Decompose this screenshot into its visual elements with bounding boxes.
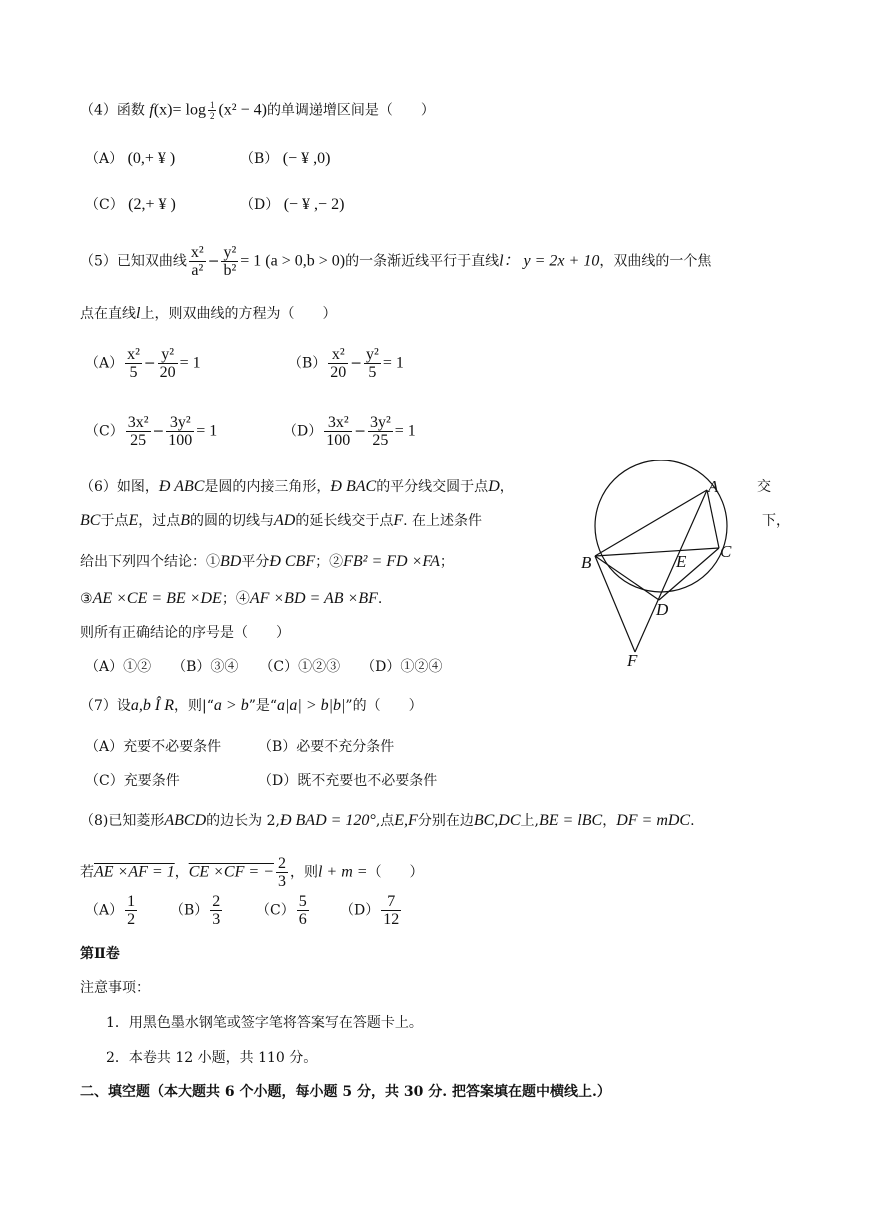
q4-f: f xyxy=(149,101,154,119)
q6-options: （A）①② （B）③④ （C）①②③ （D）①②④ xyxy=(85,659,443,675)
q6-line-5: 则所有正确结论的序号是（ ） xyxy=(80,625,290,641)
q4-option-c-text: (2,+ ¥ ) xyxy=(128,196,176,213)
q7-option-b: （B）必要不充分条件 xyxy=(258,739,395,755)
q4-option-d-text: (− ¥ ,− 2) xyxy=(283,196,345,213)
q5-l2-post: 上，则双曲线的方程为（ ） xyxy=(140,306,337,322)
q4-log-base: $\frac{1}{2}$ xyxy=(209,100,215,121)
q8-option-a: （A） $\frac{1}{2}$ xyxy=(85,893,136,928)
q4-tail: 的单调递增区间是（ ） xyxy=(266,102,435,119)
label-b: B xyxy=(581,553,592,572)
part2-item-1: 1．用黑色墨水钢笔或签字笔将答案写在答题卡上。 xyxy=(106,1015,423,1031)
label-f: F xyxy=(627,651,638,670)
q4-arg: (x² − 4) xyxy=(218,101,267,119)
q6-line-4: ③AE ×CE = BE ×DE；④AF ×BD = AB ×BF. xyxy=(80,590,383,607)
q5-option-a: （A） $\frac{\text{x²}}{5}$ − $\frac{\text{y²}}{20}$ = 1 xyxy=(85,346,201,381)
q8-stem: （8)已知菱形ABCD的边长为 2,Ð BAD = 120°,点E,F分别在边BC,DC上,BE = lBC，DF = mDC. xyxy=(80,812,695,829)
q4-option-a xyxy=(85,150,175,168)
q4-option-a-label: （A） xyxy=(85,151,124,167)
q6-line-2-right: 下， xyxy=(762,513,790,529)
circle-geometry-figure xyxy=(575,460,755,675)
q5-option-a-label: （A） xyxy=(85,355,124,372)
label-d: D xyxy=(656,600,669,619)
q5-l2-pre: 点在直线 xyxy=(80,306,136,322)
q4-option-c-label: （C） xyxy=(85,197,124,213)
part2-title: 第Ⅱ卷 xyxy=(80,946,120,962)
q5-tail: ，双曲线的一个焦 xyxy=(599,253,712,270)
label-e: E xyxy=(676,552,687,571)
segment-ac xyxy=(707,490,719,548)
segment-ab xyxy=(595,490,707,556)
q5-option-c-label: （C） xyxy=(85,423,124,440)
q8-option-d: （D） $\frac{7}{12}$ xyxy=(340,893,400,928)
q4-option-b-text: (− ¥ ,0) xyxy=(282,150,331,167)
label-c: C xyxy=(720,542,732,561)
q6-line-3: 给出下列四个结论：①BD平分Ð CBF；②FB² = FD ×FA； xyxy=(80,553,454,570)
q4-stem xyxy=(80,100,435,121)
q4-lead: （4）函数 xyxy=(80,102,145,119)
q4-option-a-text: (0,+ ¥ ) xyxy=(127,150,176,167)
q8-option-c: （C） $\frac{5}{6}$ xyxy=(256,893,307,928)
q6-line-2: BC于点E，过点B的圆的切线与AD的延长线交于点F. 在上述条件 xyxy=(80,512,483,529)
q5-frac-y: $\frac{\text{y²}}{\text{b²}}$ xyxy=(223,244,237,279)
q5-stem: （5）已知双曲线 $\frac{\text{x²}}{\text{a²}}$ − $\frac{\text{y²}}{\text{b²}}$ = 1 (a > 0,b > 0)的一条渐近线平行于直线l： y = 2x + 10，双曲线的一个焦 xyxy=(80,244,712,279)
q8-vector-product-1: AE ×AF = 1 xyxy=(94,863,175,881)
q5-option-d-label: （D） xyxy=(283,423,323,440)
q8-vector-product-2: CE ×CF = − xyxy=(188,863,274,881)
q5-option-d: （D） $\frac{\text{3x²}}{100}$ − $\frac{\text{3y²}}{25}$ = 1 xyxy=(283,414,416,449)
q8-stem-2: 若AE ×AF = 1，CE ×CF = − $\frac{2}{3}$ ，则l + m =（ ） xyxy=(80,855,424,890)
q7-option-d: （D）既不充要也不必要条件 xyxy=(258,773,438,789)
segment-bc xyxy=(595,548,719,556)
q4-option-c xyxy=(85,196,176,214)
q6-line-1: （6）如图，Ð ABC是圆的内接三角形，Ð BAC的平分线交圆于点D， xyxy=(80,478,514,495)
q5-option-b: （B） $\frac{\text{x²}}{20}$ − $\frac{\text{y²}}{5}$ = 1 xyxy=(288,346,404,381)
q7-option-a: （A）充要不必要条件 xyxy=(85,739,222,755)
q5-stem-2 xyxy=(80,305,336,323)
q4-log: (x)= log xyxy=(153,101,206,119)
q4-option-d-label: （D） xyxy=(240,197,280,213)
segment-dc xyxy=(659,548,719,600)
segment-af xyxy=(635,490,707,652)
part2-item-2: 2．本卷共 12 小题，共 110 分。 xyxy=(106,1050,318,1066)
part2-notice: 注意事项： xyxy=(80,980,150,996)
q4-option-d xyxy=(240,196,344,214)
q5-option-b-label: （B） xyxy=(288,355,327,372)
q7-option-c: （C）充要条件 xyxy=(85,773,180,789)
q8-option-b: （B） $\frac{2}{3}$ xyxy=(170,893,221,928)
label-a: A xyxy=(708,477,719,496)
q4-option-b xyxy=(240,150,330,168)
q6-line-1-right: 交 xyxy=(757,479,771,495)
q5-option-c: （C） $\frac{\text{3x²}}{25}$ − $\frac{\text{3y²}}{100}$ = 1 xyxy=(85,414,218,449)
q7-stem: （7）设a,b Î R，则|“a > b”是“a|a| > b|b|”的（ ） xyxy=(80,697,423,714)
q5-l: l xyxy=(499,252,504,270)
q5-mid: 的一条渐近线平行于直线 xyxy=(345,253,500,270)
section-heading: 二、填空题（本大题共 6 个小题，每小题 5 分，共 30 分. 把答案填在题中横线上.） xyxy=(80,1084,611,1100)
q5-lead: （5）已知双曲线 xyxy=(80,253,187,270)
q5-line-eq: ： y = 2x + 10 xyxy=(503,252,600,270)
q4-option-b-label: （B） xyxy=(240,151,279,167)
q5-frac-x: $\frac{\text{x²}}{\text{a²}}$ xyxy=(190,244,204,279)
q5-l2-l: l xyxy=(136,305,141,322)
q5-cond: = 1 (a > 0,b > 0) xyxy=(240,252,346,270)
